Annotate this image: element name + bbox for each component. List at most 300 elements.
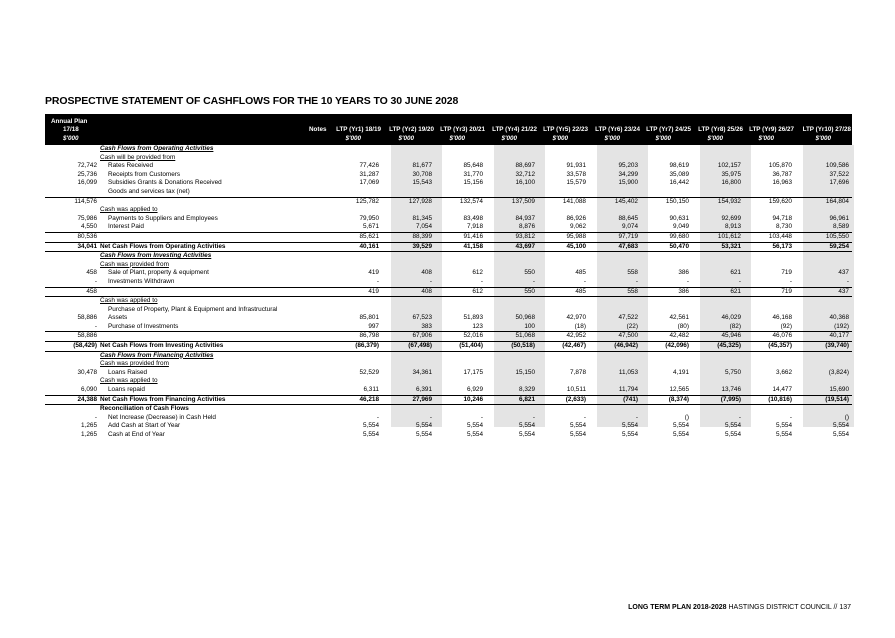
table-row <box>45 422 852 431</box>
cell-value: 15,543 <box>412 179 432 187</box>
cell-value: (741) <box>623 395 638 403</box>
cell-value: 35,089 <box>669 170 689 178</box>
table-row <box>45 314 852 323</box>
cell-value: 34,299 <box>618 170 638 178</box>
cell-value: (39,740) <box>825 342 849 350</box>
cell-value: 8,329 <box>519 386 535 394</box>
cell-value: 15,690 <box>829 386 849 394</box>
cell-value: 30,708 <box>412 170 432 178</box>
cell-value: (45,357) <box>768 342 792 350</box>
cell-value: 101,612 <box>717 232 741 240</box>
cell-value: - <box>635 413 638 421</box>
cell-value: 17,175 <box>463 368 483 376</box>
row-label: Cash Flows from Financing Activities <box>100 351 214 359</box>
annual-plan-value: 4,550 <box>81 223 97 231</box>
cell-value: (7,995) <box>720 395 741 403</box>
table-row <box>45 162 852 171</box>
cell-value: - <box>480 277 483 285</box>
cell-value: 40,161 <box>359 242 379 250</box>
column-header: LTP (Yr4) 21/22 <box>492 126 537 133</box>
annual-plan-value: 58,886 <box>77 314 97 322</box>
cell-value: 7,878 <box>570 368 586 376</box>
column-header: LTP (Yr6) 23/24 <box>595 126 640 133</box>
cell-value: 5,750 <box>725 368 741 376</box>
column-unit: $'000 <box>501 135 517 142</box>
annual-plan-value: (58,429) <box>73 342 97 350</box>
cell-value: 386 <box>678 287 689 295</box>
cell-value: 8,589 <box>833 223 849 231</box>
row-label: Loans repaid <box>108 386 145 394</box>
cell-value: 94,718 <box>772 214 792 222</box>
page-footer <box>628 604 851 611</box>
cell-value: 5,554 <box>570 431 586 438</box>
cell-value: 164,804 <box>825 197 849 205</box>
cell-value: - <box>532 413 535 421</box>
cell-value: 85,801 <box>359 314 379 322</box>
cell-value: 141,088 <box>562 197 586 205</box>
row-label: Cash Flows from Investing Activities <box>100 252 212 260</box>
row-label: Purchase of Property, Plant & Equipment and Infrastructural <box>108 305 278 313</box>
row-label: Goods and services tax (net) <box>108 187 190 195</box>
cell-value: 46,168 <box>772 314 792 322</box>
cell-value: () <box>844 413 849 421</box>
cell-value: 88,645 <box>618 214 638 222</box>
cell-value: 5,554 <box>467 422 483 430</box>
table-row <box>45 288 852 298</box>
column-unit: $'000 <box>345 135 361 142</box>
cell-value: 5,671 <box>363 223 379 231</box>
annual-plan-value: 34,041 <box>77 242 97 250</box>
cell-value: 35,975 <box>721 170 741 178</box>
cell-value: 558 <box>627 269 638 277</box>
cell-value: 5,554 <box>519 431 535 438</box>
table-row <box>45 431 852 440</box>
cell-value: 127,928 <box>408 197 432 205</box>
cell-value: 91,416 <box>463 232 483 240</box>
cell-value: 10,511 <box>566 386 586 394</box>
cell-value: 84,937 <box>515 214 535 222</box>
table-row <box>45 261 852 270</box>
cell-value: 5,554 <box>622 422 638 430</box>
cell-value: 39,529 <box>412 242 432 250</box>
cell-value: (92) <box>780 322 792 330</box>
cell-value: 719 <box>781 269 792 277</box>
cell-value: 383 <box>421 322 432 330</box>
table-row <box>45 188 852 198</box>
annual-plan-unit: $'000 <box>63 135 79 142</box>
column-header: LTP (Yr3) 20/21 <box>440 126 485 133</box>
cell-value: 15,900 <box>618 179 638 187</box>
row-label: Net Cash Flows from Operating Activities <box>100 242 226 250</box>
annual-plan-value: 1,265 <box>81 431 97 438</box>
row-label: Rates Received <box>108 162 154 170</box>
cell-value: 408 <box>421 287 432 295</box>
table-row <box>45 414 852 423</box>
cell-value: - <box>789 413 792 421</box>
annual-plan-value: 58,886 <box>77 332 97 340</box>
table-row <box>45 352 852 361</box>
cell-value: 621 <box>730 269 741 277</box>
cell-value: - <box>376 277 379 285</box>
table-row <box>45 386 852 396</box>
column-unit: $'000 <box>552 135 568 142</box>
cell-value: 40,368 <box>829 314 849 322</box>
cell-value: 103,448 <box>768 232 792 240</box>
column-unit: $'000 <box>707 135 723 142</box>
row-label: Loans Raised <box>108 368 148 376</box>
cell-value: 5,554 <box>673 422 689 430</box>
cell-value: 5,554 <box>467 431 483 438</box>
cell-value: 9,049 <box>673 223 689 231</box>
cell-value: 8,730 <box>776 223 792 231</box>
cell-value: 85,648 <box>463 162 483 170</box>
table-row <box>45 369 852 378</box>
cell-value: (18) <box>574 322 586 330</box>
cell-value: 45,946 <box>721 332 741 340</box>
annual-plan-value: 75,986 <box>77 214 97 222</box>
cell-value: 485 <box>575 269 586 277</box>
cell-value: 5,554 <box>673 431 689 438</box>
table-row <box>45 198 852 207</box>
cell-value: 90,631 <box>669 214 689 222</box>
cell-value: 34,361 <box>412 368 432 376</box>
cell-value: 6,821 <box>519 395 535 403</box>
cell-value: 8,876 <box>519 223 535 231</box>
cell-value: - <box>376 413 379 421</box>
cell-value: 17,696 <box>829 179 849 187</box>
cell-value: (82) <box>729 322 741 330</box>
cell-value: 5,554 <box>833 431 849 438</box>
cell-value: - <box>738 413 741 421</box>
footer-plan: LONG TERM PLAN 2018-2028 <box>628 604 727 611</box>
cell-value: 43,697 <box>515 242 535 250</box>
cell-value: 408 <box>421 269 432 277</box>
cell-value: 386 <box>678 269 689 277</box>
cell-value: 145,402 <box>614 197 638 205</box>
cell-value: 47,500 <box>618 332 638 340</box>
cell-value: 5,554 <box>622 431 638 438</box>
cell-value: 33,578 <box>566 170 586 178</box>
cell-value: 159,620 <box>768 197 792 205</box>
column-unit: $'000 <box>815 135 831 142</box>
row-label: Cash will be provided from <box>100 153 176 161</box>
cell-value: - <box>583 277 586 285</box>
cell-value: 40,177 <box>829 332 849 340</box>
column-header: LTP (Yr7) 24/25 <box>646 126 691 133</box>
notes-header: Notes <box>309 126 327 133</box>
table-row <box>45 179 852 188</box>
cell-value: 3,662 <box>776 368 792 376</box>
cell-value: 6,311 <box>363 386 379 394</box>
row-label: Cash was applied to <box>100 206 158 214</box>
cell-value: 550 <box>524 269 535 277</box>
cell-value: 612 <box>472 287 483 295</box>
cell-value: 16,963 <box>772 179 792 187</box>
cell-value: 85,621 <box>359 232 379 240</box>
cell-value: 437 <box>838 269 849 277</box>
cell-value: 86,926 <box>566 214 586 222</box>
cell-value: 52,016 <box>463 332 483 340</box>
cell-value: (10,816) <box>768 395 792 403</box>
table-row <box>45 342 852 352</box>
cell-value: - <box>429 413 432 421</box>
cell-value: 96,961 <box>829 214 849 222</box>
cell-value: 4,191 <box>673 368 689 376</box>
row-label: Cash at End of Year <box>108 431 165 438</box>
cell-value: 15,150 <box>515 368 535 376</box>
row-label: Net Cash Flows from Investing Activities <box>100 342 224 350</box>
cell-value: 42,561 <box>669 314 689 322</box>
annual-plan-value: 458 <box>86 287 97 295</box>
cell-value: 16,800 <box>721 179 741 187</box>
row-label: Net Cash Flows from Financing Activities <box>100 395 226 403</box>
annual-plan-value: 458 <box>86 269 97 277</box>
table-row <box>45 206 852 215</box>
cell-value: 105,870 <box>768 162 792 170</box>
cell-value: 5,554 <box>363 431 379 438</box>
table-row <box>45 215 852 224</box>
cell-value: 7,054 <box>416 223 432 231</box>
table-row <box>45 171 852 180</box>
cell-value: - <box>789 277 792 285</box>
cell-value: 12,565 <box>669 386 689 394</box>
cell-value: (42,096) <box>665 342 689 350</box>
cell-value: 99,680 <box>669 232 689 240</box>
annual-plan-value: 16,099 <box>77 179 97 187</box>
cell-value: 95,988 <box>566 232 586 240</box>
cell-value: 45,100 <box>566 242 586 250</box>
cell-value: 9,062 <box>570 223 586 231</box>
cell-value: 5,554 <box>833 422 849 430</box>
cell-value: 15,156 <box>463 179 483 187</box>
row-label: Receipts from Customers <box>108 170 181 178</box>
cell-value: 56,173 <box>772 242 792 250</box>
annual-plan-value: 114,576 <box>74 197 97 205</box>
cell-value: 997 <box>368 322 379 330</box>
cell-value: (50,518) <box>511 342 535 350</box>
cell-value: 550 <box>524 287 535 295</box>
cell-value: 105,550 <box>825 232 849 240</box>
cell-value: - <box>846 277 849 285</box>
cell-value: 93,812 <box>515 232 535 240</box>
page-title: PROSPECTIVE STATEMENT OF CASHFLOWS FOR THE 10 YEARS TO 30 JUNE 2028 <box>45 95 459 107</box>
cell-value: 46,076 <box>772 332 792 340</box>
cell-value: 83,498 <box>463 214 483 222</box>
annual-plan-value: 25,736 <box>77 170 97 178</box>
row-label: Investments Withdrawn <box>108 277 175 285</box>
footer-council: HASTINGS DISTRICT COUNCIL // 137 <box>728 604 851 611</box>
table-row <box>45 297 852 306</box>
cell-value: 77,426 <box>359 162 379 170</box>
cell-value: 8,913 <box>725 223 741 231</box>
cell-value: 67,906 <box>412 332 432 340</box>
cell-value: 11,794 <box>618 386 638 394</box>
cell-value: 15,579 <box>566 179 586 187</box>
cell-value: - <box>686 277 689 285</box>
cell-value: 97,719 <box>618 232 638 240</box>
cell-value: 13,746 <box>721 386 741 394</box>
cell-value: 98,619 <box>669 162 689 170</box>
row-label: Sale of Plant, property & equipment <box>108 269 209 277</box>
column-unit: $'000 <box>655 135 671 142</box>
cell-value: 81,345 <box>412 214 432 222</box>
cell-value: 125,782 <box>355 197 379 205</box>
cell-value: 612 <box>472 269 483 277</box>
annual-plan-value: 72,742 <box>77 162 97 170</box>
cell-value: 154,932 <box>717 197 741 205</box>
table-row <box>45 145 852 154</box>
cell-value: 31,287 <box>359 170 379 178</box>
cell-value: 67,523 <box>412 314 432 322</box>
row-label: Subsidies Grants & Donations Received <box>108 179 222 187</box>
cell-value: () <box>684 413 689 421</box>
cell-value: 9,074 <box>622 223 638 231</box>
row-label: Net Increase (Decrease) in Cash Held <box>108 413 216 421</box>
cell-value: (46,942) <box>614 342 638 350</box>
table-row <box>45 278 852 288</box>
cell-value: 86,798 <box>359 332 379 340</box>
table-row <box>45 306 852 315</box>
table-row <box>45 154 852 163</box>
cell-value: 5,554 <box>363 422 379 430</box>
cell-value: (67,498) <box>408 342 432 350</box>
annual-plan-value: - <box>94 322 97 330</box>
column-unit: $'000 <box>398 135 414 142</box>
cell-value: (86,379) <box>355 342 379 350</box>
cell-value: 42,952 <box>566 332 586 340</box>
cell-value: 5,554 <box>725 431 741 438</box>
row-label: Reconciliation of Cash Flows <box>100 405 189 413</box>
cell-value: - <box>429 277 432 285</box>
cell-value: (8,374) <box>668 395 689 403</box>
cell-value: 5,554 <box>725 422 741 430</box>
column-header: LTP (Yr1) 18/19 <box>336 126 381 133</box>
table-row <box>45 377 852 386</box>
cell-value: 102,157 <box>717 162 741 170</box>
column-header: LTP (Yr9) 26/27 <box>749 126 794 133</box>
table-row <box>45 223 852 233</box>
annual-plan-value: - <box>94 277 97 285</box>
cell-value: 51,893 <box>463 314 483 322</box>
annual-plan-header: Annual Plan <box>51 118 88 125</box>
cell-value: 47,683 <box>618 242 638 250</box>
cell-value: 5,554 <box>570 422 586 430</box>
table-row <box>45 252 852 261</box>
cell-value: 5,554 <box>416 431 432 438</box>
cell-value: 59,254 <box>829 242 849 250</box>
annual-plan-value: - <box>94 413 97 421</box>
cell-value: (2,633) <box>565 395 586 403</box>
cell-value: 88,697 <box>515 162 535 170</box>
cell-value: 88,399 <box>412 232 432 240</box>
cell-value: 150,150 <box>665 197 689 205</box>
cell-value: (3,824) <box>828 368 849 376</box>
cell-value: 5,554 <box>519 422 535 430</box>
cashflow-table <box>45 145 852 440</box>
cell-value: (80) <box>677 322 689 330</box>
cell-value: 47,522 <box>618 314 638 322</box>
cell-value: 79,950 <box>359 214 379 222</box>
cell-value: 100 <box>524 322 535 330</box>
column-header: LTP (Yr5) 22/23 <box>543 126 588 133</box>
cell-value: 53,321 <box>721 242 741 250</box>
cell-value: 27,969 <box>412 395 432 403</box>
cell-value: 16,100 <box>515 179 535 187</box>
cell-value: 91,931 <box>566 162 586 170</box>
cell-value: 50,968 <box>515 314 535 322</box>
row-label: Assets <box>108 314 128 322</box>
cell-value: 52,529 <box>359 368 379 376</box>
cell-value: (19,514) <box>825 395 849 403</box>
row-label: Interest Paid <box>108 223 144 231</box>
cell-value: (45,325) <box>717 342 741 350</box>
column-unit: $'000 <box>758 135 774 142</box>
cell-value: 42,970 <box>566 314 586 322</box>
cell-value: (51,404) <box>459 342 483 350</box>
column-header: LTP (Yr2) 19/20 <box>389 126 434 133</box>
cell-value: (42,467) <box>562 342 586 350</box>
table-row <box>45 396 852 406</box>
cell-value: 10,246 <box>463 395 483 403</box>
annual-plan-value: 1,265 <box>81 422 97 430</box>
cell-value: 81,677 <box>412 162 432 170</box>
row-label: Cash was applied to <box>100 377 158 385</box>
column-unit: $'000 <box>604 135 620 142</box>
cell-value: 5,554 <box>776 422 792 430</box>
cell-value: (192) <box>834 322 849 330</box>
row-label: Cash was provided from <box>100 360 169 368</box>
cell-value: - <box>583 413 586 421</box>
column-header: LTP (Yr10) 27/28 <box>802 126 851 133</box>
table-row <box>45 405 852 414</box>
cell-value: 6,391 <box>416 386 432 394</box>
cell-value: 621 <box>730 287 741 295</box>
cell-value: 719 <box>781 287 792 295</box>
cell-value: 419 <box>368 269 379 277</box>
cell-value: 5,554 <box>416 422 432 430</box>
row-label: Cash was provided from <box>100 260 169 268</box>
cell-value: - <box>480 413 483 421</box>
cell-value: 123 <box>472 322 483 330</box>
cell-value: 437 <box>838 287 849 295</box>
cell-value: 92,699 <box>721 214 741 222</box>
cell-value: 17,069 <box>359 179 379 187</box>
cell-value: 132,574 <box>459 197 483 205</box>
row-label: Add Cash at Start of Year <box>108 422 181 430</box>
cell-value: - <box>635 277 638 285</box>
annual-plan-value: 24,388 <box>77 395 97 403</box>
cell-value: 6,929 <box>467 386 483 394</box>
cell-value: - <box>738 277 741 285</box>
cell-value: 95,203 <box>618 162 638 170</box>
cell-value: 558 <box>627 287 638 295</box>
table-row <box>45 269 852 278</box>
table-header <box>45 114 852 145</box>
row-label: Cash Flows from Operating Activities <box>100 145 214 152</box>
cell-value: 11,053 <box>618 368 638 376</box>
cell-value: 46,029 <box>721 314 741 322</box>
annual-plan-year: 17/18 <box>63 126 79 133</box>
cell-value: 109,586 <box>825 162 849 170</box>
cell-value: (22) <box>626 322 638 330</box>
table-row <box>45 332 852 342</box>
cell-value: 5,554 <box>776 431 792 438</box>
annual-plan-value: 6,090 <box>81 386 97 394</box>
annual-plan-value: 80,536 <box>77 232 97 240</box>
cell-value: 42,482 <box>669 332 689 340</box>
cell-value: 485 <box>575 287 586 295</box>
cell-value: 36,787 <box>772 170 792 178</box>
